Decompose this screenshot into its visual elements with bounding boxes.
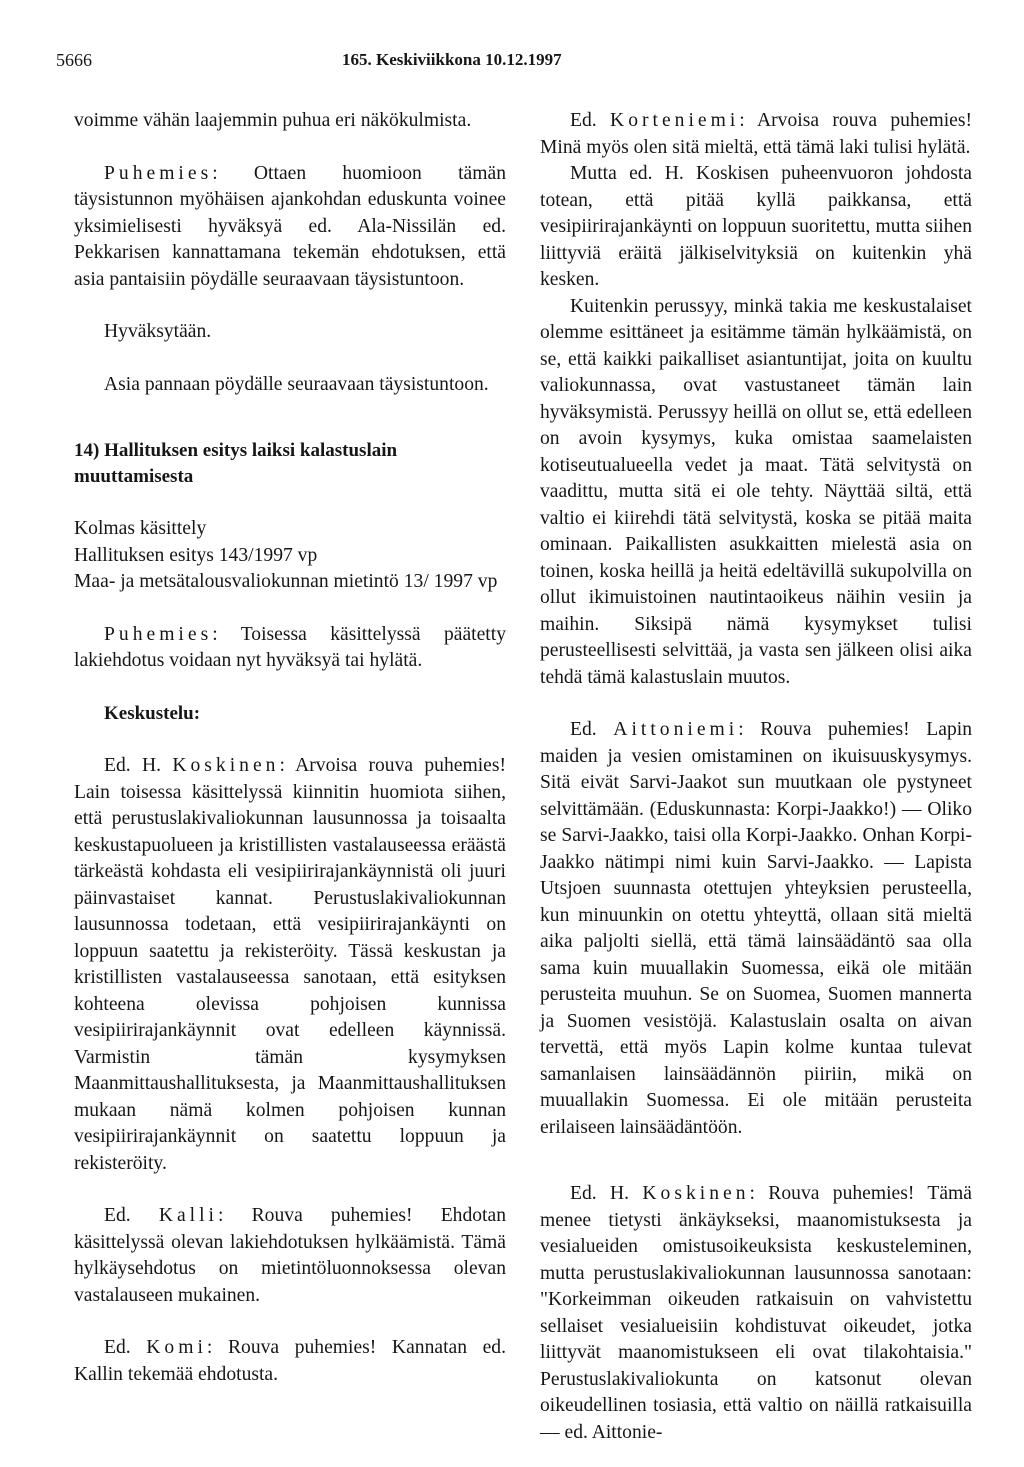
speaker-name: Korteniemi [610,110,740,131]
agenda-heading: 14) Hallituksen esitys laiksi kalastuslain muuttamisesta [74,440,398,487]
speaker-prefix: Ed. H. [104,755,162,776]
speech-korteniemi [540,108,972,161]
paragraph: Mutta ed. H. Koskisen puheenvuoron johdosta totean, että pitää kyllä paikkansa, että vesipiirirajankäynti on loppuun suoritettu, mutta siihen liittyviä eräitä jälkiselvityksiä on kuitenkin yhä kesken. [540,163,972,290]
speech-koskinen [540,1181,972,1446]
speaker-name: Koskinen [642,1183,750,1204]
speech-text: : Arvoisa rouva puhemies! Minä myös olen sitä mieltä, että tämä laki tulisi hylätä. [540,110,972,158]
speech-text: : Toisessa käsittelyssä päätetty lakiehdotus voidaan nyt hyväksyä tai hylätä. [74,623,506,671]
speech-puhemies [74,622,506,675]
speech-text: : Rouva puhemies! Lapin maiden ja vesien omistaminen on ikuisuuskysymys. Sitä eivät Sarvi-Jaakot sun muutkaan ole pystyneet selvittämään. (Eduskunnasta: Korpi-Jaakko!) — Oliko se Sarvi-Jaakko, taisi olla Korpi-Jaakko. Onhan Korpi-Jaakko nätimpi nimi kuin Sarvi-Jaakko. — Lapista Utsjoen suunnasta otettujen yhteyksien perusteella, kun minuunkin on otettu yhteyttä, ollaan sitä mieltä aika paljolti siellä, että tämä lainsäädäntö saa olla sama kuin muuallakin Suomessa, eikä ole mitään perusteita muuhun. Se on Suomea, Suomen mannerta ja Suomen vesistöjä. Kalastuslain osalta on aivan tervettä, että myös Lapin kolme kuntaa tulevat samanlaisen lainsäädännön piiriin, mikä on muuallakin Suomessa. Ei ole mitään perusteita erilaiseen lainsäädäntöön. [540,719,972,1138]
right-column [540,108,972,1446]
speaker-name: Puhemies [104,623,213,645]
speaker-prefix: Ed. [104,1337,131,1358]
speaker-name: Komi [146,1337,207,1358]
paragraph: voimme vähän laajemmin puhua eri näkökulmista. [74,110,472,131]
speaker-prefix: Ed. [570,719,597,740]
procedure-line: Kolmas käsittely [74,518,207,539]
speech-kalli [74,1203,506,1309]
speech-komi [74,1335,506,1388]
speaker-name: Puhemies [104,162,213,184]
discussion-heading: Keskustelu: [104,702,201,724]
speaker-name: Koskinen [172,755,280,776]
speech-text: : Ottaen huomioon tämän täysistunnon myöhäisen ajankohdan eduskunta voinee yksimielisesti hyväksyä ed. Ala-Nissilän ed. Pekkarisen kannattamana tekemän ehdotuksen, että asia pantaisiin pöydälle seuraavaan täysistuntoon. [74,162,506,290]
speech-aittoniemi [540,717,972,1141]
procedure-line: Maa- ja metsätalousvaliokunnan mietintö 13/ 1997 vp [74,571,498,592]
speaker-prefix: Ed. [104,1205,131,1226]
speaker-prefix: Ed. H. [570,1183,630,1204]
speech-text: : Rouva puhemies! Tämä menee tietysti änkäykseksi, maanomistuksesta ja vesialueiden omistusoikeuksista keskusteleminen, mutta perustuslakivaliokunnan lausunnossa sanotaan: "Korkeimman oikeuden ratkaisuin on vahvistettu sellaiset vesialueisiin kohdistuvat oikeudet, jotka liittyvät maanomistukseen eli ovat tilakohtaisia." Perustuslakivaliokunta on katsonut olevan oikeudellinen tosiasia, että valtio on näillä ratkaisuilla — ed. Aittonie- [540,1183,972,1443]
speech-text: : Rouva puhemies! Kannatan ed. Kallin tekemää ehdotusta. [74,1337,507,1385]
page-header [56,50,968,74]
speech-text: : Rouva puhemies! Ehdotan käsittelyssä olevan lakiehdotuksen hylkäämistä. Tämä hylkäysehdotus on mietintöluonnoksessa olevan vastalauseen mukainen. [74,1205,506,1306]
paragraph: Kuitenkin perussyy, minkä takia me keskustalaiset olemme esittäneet ja esitämme tämän hylkäämistä, on se, että kaikki paikalliset asiantuntijat, joita on kuultu valiokunnassa, ovat vastustaneet tämän lain hyväksymistä. Perussyy heillä on ollut se, että edelleen on avoin kysymys, kuka omistaa saamelaisten kotiseutualueella vedet ja maat. Tätä selvitystä on vaadittu, mutta sitä ei ole tehty. Näyttää siltä, että valtio ei kiirehdi tätä selvitystä, koska se pitää maita ominaan. Paikallisten asukkaitten mielestä asia on toinen, koska heillä ja heitä edeltävillä sukupolvilla on ollut ikimuistoinen nautintaoikeus näihin vesiin ja maihin. Siksipä nämä kysymykset tulisi perusteellisesti selvittää, ja vasta sen jälkeen olisi aika tehdä tämä kalastuslain muutos. [540,295,972,688]
running-head: 165. Keskiviikkona 10.12.1997 [342,50,562,69]
decision: Asia pannaan pöydälle seuraavaan täysistuntoon. [104,373,489,395]
decision: Hyväksytään. [104,321,212,342]
speaker-name: Kalli [158,1205,219,1226]
speaker-prefix: Ed. [570,110,597,131]
procedure-line: Hallituksen esitys 143/1997 vp [74,544,318,566]
speaker-name: Aittoniemi [613,719,739,740]
speech-koskinen [74,753,506,1177]
page-number: 5666 [56,50,92,70]
speech-text: : Arvoisa rouva puhemies! Lain toisessa käsittelyssä kiinnitin huomiota siihen, että perustuslakivaliokunnan lausunnossa ja toisaalta keskustapuolueen ja kristillisten vastalauseessa eräästä tärkeästä kohdasta eli vesipiirirajankäynnistä oli juuri päinvastaiset kannat. Perustuslakivaliokunnan lausunnossa todetaan, että vesipiirirajankäynti on loppuun saatettu ja rekisteröity. Tässä keskustan ja kristillisten vastalauseessa sanotaan, että esityksen kohteena olevissa pohjoisen kunnissa vesipiirirajankäynnit ovat edelleen käynnissä. Varmistin tämän kysymyksen Maanmittaushallituksesta, ja Maanmittaushallituksen mukaan nämä kolmen pohjoisen kunnan vesipiirirajankäynnit on saatettu loppuun ja rekisteröity. [74,755,506,1174]
left-column [74,108,506,1388]
speech-puhemies [74,161,506,294]
